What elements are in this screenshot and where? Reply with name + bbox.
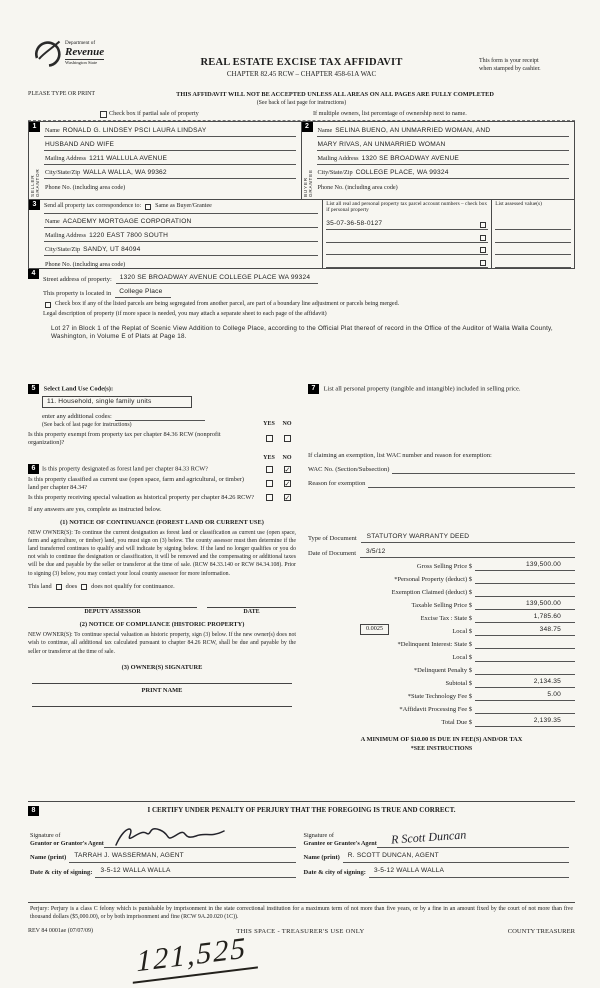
correspondence-phone-label: Phone No. (including area code) (45, 261, 126, 269)
document-date-row (308, 543, 575, 558)
section-1-badge: 1 (29, 122, 40, 132)
send-correspondence-label: Send all property tax correspondence to: (44, 203, 142, 210)
gross-price-label: Gross Selling Price $ (416, 562, 472, 570)
excise-state-label: Excise Tax : State $ (420, 614, 472, 622)
buyer-csz-value[interactable]: COLLEGE PLACE, WA 99324 (355, 168, 449, 176)
tax-row-delinquent-interest-local (308, 649, 575, 662)
land-use-code-value: 11. Household, single family units (47, 397, 152, 405)
forest-land-question (28, 464, 260, 474)
taxable-price-label: Taxable Selling Price $ (411, 601, 472, 609)
delinquent-penalty-value[interactable] (475, 673, 575, 675)
owners-signature-line[interactable] (32, 672, 292, 684)
see-back-note: (See back of last page for instructions) (256, 99, 347, 106)
tech-fee-label: *State Technology Fee $ (407, 692, 472, 700)
located-in-label: This property is located in (43, 289, 112, 297)
assessed-value-blank-4[interactable] (495, 255, 571, 268)
additional-codes-blank[interactable] (115, 413, 205, 421)
parcel-numbers-header: List all real and personal property tax parcel account numbers – check box if personal property (326, 200, 488, 214)
see-back-note-2: (See back of last page for instructions) (42, 421, 132, 428)
notice-continuance-body: NEW OWNER(S): To continue the current designation as forest land or classification as current use (open space, farm and agriculture, or timber) land, you must sign on (3) below. The county assessor must then determine if the land transferred continues to qualify and will indicate by signing below. If the land no longer qualifies or you do not wish to continue the designation or classification, it will be removed and the compensating or additional taxes will be due and payable by the seller or transferor at the time of sale. (RCW 84.33.140 or RCW 84.34.108). Prior to signing (3) below, you may contact your local county assessor for more information. (28, 529, 296, 577)
section-5-badge: 5 (28, 384, 39, 394)
personal-property-checkbox-4[interactable] (480, 260, 486, 266)
buyer-name-row2 (317, 137, 570, 151)
tax-correspondence-section (28, 199, 575, 269)
tax-row-tech-fee (308, 688, 575, 701)
owners-signature-title: (3) OWNER(S) SIGNATURE (121, 663, 203, 671)
current-use-question: Is this property classified as current use (open space, farm and agricultural, or timber) land per chapter 84.34? (28, 476, 244, 491)
street-address-label: Street address of property: (43, 275, 112, 283)
segregated-checkbox[interactable] (45, 302, 51, 308)
handwritten-assessed-value: 121,525 (132, 928, 257, 983)
buyer-csz-label: City/State/Zip (317, 169, 353, 177)
personal-deduct-value[interactable] (475, 582, 575, 584)
total-due-value[interactable]: 2,139.35 (475, 717, 575, 727)
document-type-row (308, 528, 575, 543)
historic-yes-checkbox[interactable] (266, 494, 273, 501)
section-2-badge: 2 (302, 122, 313, 132)
exempt-question-row (28, 431, 296, 447)
minimum-due-note: A MINIMUM OF $10.00 IS DUE IN FEE(S) AND/OR TAX (360, 735, 523, 743)
tax-row-personal-deduct (308, 571, 575, 584)
additional-codes-label: enter any additional codes: (42, 413, 112, 421)
exemption-note: If claiming an exemption, list WAC number and reason for exemption: (308, 451, 492, 459)
land-use-code-box[interactable] (42, 396, 192, 409)
exempt-yes-checkbox[interactable] (266, 435, 273, 442)
partial-sale-row (28, 107, 575, 121)
seller-csz-value[interactable]: WALLA WALLA, WA 99362 (83, 168, 167, 176)
wac-row (308, 460, 575, 474)
grantor-side-word: GRANTOR (35, 168, 41, 197)
grantee-date-value[interactable]: 3-5-12 WALLA WALLA (369, 867, 569, 877)
delinquent-interest-state-label: *Delinquent Interest: State $ (397, 640, 472, 648)
local-rate-box: 0.0025 (360, 624, 389, 635)
processing-fee-value[interactable] (475, 712, 575, 714)
grantor-signature-block (28, 818, 302, 878)
grantor-date-value[interactable]: 3-5-12 WALLA WALLA (95, 867, 295, 877)
historic-no-checkbox[interactable]: ✓ (284, 494, 291, 503)
seller-name-value2[interactable]: HUSBAND AND WIFE (45, 140, 115, 148)
excise-state-value[interactable]: 1,785.60 (475, 613, 575, 623)
notice-compliance-body: NEW OWNER(S): To continue special valuation as historic property, sign (3) below. If the new owner(s) does not wish to continue, all additional tax calculated pursuant to chapter 84.26 RCW, shall be due and payable by the seller or transferor at the time of sale. (28, 632, 296, 655)
correspondence-name-row (44, 214, 318, 228)
notice-continuance-title: (1) NOTICE OF CONTINUANCE (FOREST LAND OR CURRENT USE) (60, 518, 264, 526)
property-location-section (28, 269, 575, 358)
located-in-row (43, 285, 573, 299)
grantor-signature-of-label: Signature of (30, 832, 61, 840)
parties-block (28, 121, 575, 199)
exemption-deduct-value[interactable] (475, 595, 575, 597)
forest-land-question-row (28, 464, 296, 474)
document-type-value[interactable]: STATUTORY WARRANTY DEED (361, 533, 575, 543)
street-address-value[interactable]: 1320 SE BROADWAY AVENUE COLLEGE PLACE WA 99324 (116, 274, 318, 284)
tax-row-delinquent-interest-state (308, 636, 575, 649)
section-6-badge: 6 (28, 464, 39, 474)
reason-label: Reason for exemption (308, 479, 366, 487)
land-use-title: Select Land Use Code(s): (43, 385, 114, 393)
parcel-row-3 (326, 243, 488, 256)
seller-grantor-side-label (30, 135, 40, 197)
delinquent-interest-local-value[interactable] (475, 660, 575, 662)
delinquent-penalty-label: *Delinquent Penalty $ (413, 666, 472, 674)
notice-compliance-title: (2) NOTICE OF COMPLIANCE (HISTORIC PROPERTY) (79, 621, 245, 629)
historic-question: Is this property receiving special valuation as historical property per chapter 84.26 RCW? (28, 493, 255, 501)
dor-logo (32, 38, 104, 68)
buyer-address-value[interactable]: 1320 SE BROADWAY AVENUE (361, 154, 460, 162)
reason-blank[interactable] (368, 480, 575, 488)
land-use-section (28, 384, 296, 447)
seller-csz-row (44, 165, 296, 179)
reason-row (308, 474, 575, 488)
buyer-address-label: Mailing Address (317, 155, 359, 163)
section-4-badge: 4 (28, 269, 39, 279)
legal-description-value[interactable]: Lot 27 in Block 1 of the Replat of Scenic View Addition to College Place, according to the Official Plat thereof of record in the Office of the Auditor of Walla Walla County, Washington, in Volume E of Plats at Page 18. (51, 324, 553, 340)
excise-local-value[interactable]: 348.75 (475, 626, 575, 636)
grantee-agent-label: Grantee or Grantee's Agent (303, 839, 377, 847)
seller-address-label: Mailing Address (45, 155, 87, 163)
partial-sale-label: Check box if partial sale of property (109, 110, 199, 118)
grantee-signature-script: R Scott Duncan (390, 826, 467, 847)
section-7-badge: 7 (308, 384, 319, 394)
print-name-title: PRINT NAME (141, 686, 183, 694)
county-treasurer-label: COUNTY TREASURER (507, 927, 575, 935)
this-land-label: This land (28, 582, 52, 590)
forest-land-question-text: Is this property designated as forest land per chapter 84.33 RCW? (42, 465, 208, 473)
same-as-buyer-checkbox[interactable] (145, 204, 151, 210)
parcel-number-value[interactable]: 35-07-36-58-0127 (326, 220, 383, 228)
personal-property-note: List all personal property (tangible and intangible) included in selling price. (323, 385, 521, 393)
correspondence-name-value[interactable]: ACADEMY MORTGAGE CORPORATION (62, 217, 192, 225)
exempt-no-checkbox[interactable] (284, 435, 291, 442)
logo-state: Washington State (65, 59, 104, 66)
correspondence-phone-row (44, 256, 318, 270)
correspondence-name-label: Name (45, 218, 60, 226)
please-type-or-print: PLEASE TYPE OR PRINT (28, 91, 96, 97)
wac-blank[interactable] (392, 466, 575, 474)
print-name-line[interactable] (32, 695, 292, 707)
assessed-values-header: List assessed value(s) (495, 200, 542, 207)
current-use-no-checkbox[interactable]: ✓ (284, 480, 291, 489)
seller-name-row (44, 123, 296, 137)
logo-dept-of: Department of (65, 40, 96, 47)
section-3-badge: 3 (29, 200, 40, 210)
seller-side-word: SELLER (30, 174, 35, 197)
see-instructions-note: *SEE INSTRUCTIONS (410, 745, 473, 752)
segregated-label: Check box if any of the listed parcels are being segregated from another parcel, are part of a boundary line adjustment or parcels being merged. (55, 301, 400, 308)
grantor-signature-scribble-icon (110, 823, 230, 851)
grantor-signature-area[interactable] (104, 822, 296, 848)
form-chapter: CHAPTER 82.45 RCW – CHAPTER 458-61A WAC (226, 70, 377, 79)
segregated-row (43, 299, 573, 311)
land-designation-section (28, 455, 296, 707)
assessed-value-blank-2[interactable] (495, 230, 571, 243)
deputy-assessor-signature-line[interactable]: DEPUTY ASSESSOR (28, 607, 197, 617)
send-correspondence-row (44, 201, 318, 214)
personal-property-checkbox-1[interactable] (480, 222, 486, 228)
does-label: does (65, 582, 78, 590)
buyer-section (302, 122, 575, 199)
form-title: REAL ESTATE EXCISE TAX AFFIDAVIT (200, 57, 403, 68)
grantee-date-label: Date & city of signing: (303, 869, 366, 877)
grantee-signature-of-label: Signature of (303, 832, 334, 840)
exemption-deduct-label: Exemption Claimed (deduct) $ (391, 588, 472, 596)
street-address-row (43, 271, 573, 285)
continuance-qualify-row (28, 583, 296, 591)
does-not-checkbox[interactable] (81, 584, 87, 590)
personal-deduct-label: *Personal Property (deduct) $ (394, 575, 472, 583)
exempt-question: Is this property exempt from property tax per chapter 84.36 RCW (nonprofit organization)? (28, 430, 221, 446)
personal-property-checkbox-2[interactable] (480, 235, 486, 241)
seller-csz-label: City/State/Zip (45, 169, 81, 177)
correspondence-address-value[interactable]: 1220 EAST 7800 SOUTH (89, 231, 169, 239)
buyer-name-value[interactable]: SELINA BUENO, AN UNMARRIED WOMAN, AND (335, 126, 491, 134)
tax-row-gross (308, 558, 575, 571)
subtotal-value[interactable]: 2,134.35 (475, 678, 575, 688)
receipt-note (479, 58, 575, 73)
receipt-note-line1: This form is your receipt (479, 58, 539, 64)
buyer-phone-label: Phone No. (including area code) (317, 184, 398, 192)
revenue-logo-icon (32, 38, 62, 68)
parcel-row-1 (326, 218, 488, 231)
no-header-2: NO (282, 454, 292, 461)
located-in-value[interactable]: College Place (115, 288, 170, 298)
tax-row-excise-local (308, 623, 575, 636)
correspondence-csz-label: City/State/Zip (45, 246, 81, 254)
taxable-price-value[interactable]: 139,500.00 (475, 600, 575, 610)
additional-codes-row (42, 409, 296, 421)
tax-row-delinquent-penalty (308, 662, 575, 675)
grantor-agent-label: Grantor or Grantor's Agent (30, 839, 104, 847)
historic-question-row (28, 494, 296, 502)
section-8-badge: 8 (28, 806, 39, 816)
grantor-name-print-label: Name (print) (30, 854, 67, 862)
buyer-side-word: BUYER (302, 177, 308, 197)
no-header: NO (282, 421, 292, 428)
assessed-value-blank-3[interactable] (495, 243, 571, 256)
tax-row-exemption-deduct (308, 584, 575, 597)
grantee-signature-block (302, 818, 576, 878)
buyer-name-label: Name (317, 127, 333, 135)
seller-address-row (44, 151, 296, 165)
treasurer-space-label: THIS SPACE - TREASURER'S USE ONLY (236, 927, 365, 935)
does-checkbox[interactable] (56, 584, 62, 590)
tax-row-excise-state (308, 610, 575, 623)
seller-phone-label: Phone No. (including area code) (45, 184, 126, 192)
seller-name-label: Name (45, 127, 60, 135)
personal-property-blank-area[interactable] (308, 394, 575, 452)
logo-revenue: Revenue (65, 45, 105, 58)
subtotal-label: Subtotal $ (445, 679, 472, 687)
seller-name-row2 (44, 137, 296, 151)
buyer-name-value2[interactable]: MARY RIVAS, AN UNMARRIED WOMAN (317, 140, 446, 148)
tax-row-taxable (308, 597, 575, 610)
grantee-name-print-value[interactable]: R. SCOTT DUNCAN, AGENT (343, 852, 569, 862)
total-due-label: Total Due $ (441, 718, 472, 726)
yes-header: YES (263, 421, 275, 428)
if-yes-note: If any answers are yes, complete as instructed below. (28, 505, 162, 513)
tech-fee-value[interactable]: 5.00 (475, 691, 575, 701)
tax-row-processing-fee (308, 701, 575, 714)
delinquent-interest-local-label: Local $ (452, 653, 472, 661)
perjury-statement: Perjury: Perjury is a class C felony which is punishable by imprisonment in the state correctional institution for a maximum term of not more than five years, or by a fine in an amount fixed by the court of not more than five thousand dollars ($5,000.00), or by both imprisonment and fine (RCW 9A.20.020 (1C)). (28, 902, 575, 924)
does-not-label: does not (91, 582, 113, 590)
qualify-label: qualify for continuance. (114, 582, 175, 590)
certification-section (28, 801, 575, 898)
tax-row-subtotal (308, 675, 575, 688)
deputy-date-line[interactable]: DATE (207, 607, 296, 617)
form-header (28, 36, 575, 90)
document-date-label: Date of Document (308, 549, 357, 557)
delinquent-interest-state-value[interactable] (475, 647, 575, 649)
partial-sale-checkbox[interactable] (100, 111, 107, 118)
document-type-label: Type of Document (308, 534, 357, 542)
personal-property-checkbox-3[interactable] (480, 247, 486, 253)
legal-description-label: Legal description of property (if more space is needed, you may attach a separate sheet to each page of the affidavit) (43, 310, 327, 317)
correspondence-address-label: Mailing Address (45, 232, 87, 240)
buyer-name-row (317, 123, 570, 137)
grantee-signature-area[interactable] (377, 822, 569, 848)
buyer-csz-row (317, 165, 570, 179)
assessed-value-blank-1[interactable] (495, 218, 571, 231)
current-use-question-row (28, 476, 296, 492)
buyer-phone-row (317, 179, 570, 193)
current-use-yes-checkbox[interactable] (266, 480, 273, 487)
acceptance-warning: THIS AFFIDAVIT WILL NOT BE ACCEPTED UNLESS ALL AREAS ON ALL PAGES ARE FULLY COMPLETED (176, 91, 494, 98)
receipt-note-line2: when stamped by cashier. (479, 65, 541, 72)
processing-fee-label: *Affidavit Processing Fee $ (399, 705, 472, 713)
seller-address-value[interactable]: 1211 WALLULA AVENUE (89, 154, 168, 162)
correspondence-csz-row (44, 242, 318, 256)
same-as-buyer-label: Same as Buyer/Grantee (155, 203, 212, 210)
tax-row-total-due (308, 714, 575, 727)
grantor-name-print-value[interactable]: TARRAH J. WASSERMAN, AGENT (69, 852, 295, 862)
correspondence-csz-value[interactable]: SANDY, UT 84094 (83, 245, 141, 253)
parcel-row-4 (326, 255, 488, 268)
gross-price-value[interactable]: 139,500.00 (475, 561, 575, 571)
buyer-grantee-side-label (303, 135, 313, 197)
seller-name-value[interactable]: RONALD G. LINDSEY PSCI LAURA LINDSAY (62, 126, 207, 134)
wac-label: WAC No. (Section/Subsection) (308, 465, 390, 473)
document-date-value[interactable]: 3/5/12 (360, 548, 575, 558)
certify-statement: I CERTIFY UNDER PENALTY OF PERJURY THAT THE FOREGOING IS TRUE AND CORRECT. (147, 805, 456, 814)
form-revision-number: REV 84 0001ae (07/07/09) (28, 927, 94, 934)
buyer-address-row (317, 151, 570, 165)
forest-no-checkbox[interactable]: ✓ (284, 465, 291, 474)
multiple-owners-note: If multiple owners, list percentage of ownership next to name. (313, 110, 467, 118)
grantee-name-print-label: Name (print) (303, 854, 340, 862)
seller-phone-row (44, 179, 296, 193)
tax-computation-section (308, 384, 575, 754)
seller-section (29, 122, 302, 199)
yes-header-2: YES (263, 454, 275, 461)
grantee-side-word: GRANTEE (307, 169, 313, 197)
forest-yes-checkbox[interactable] (266, 466, 273, 473)
parcel-row-2 (326, 230, 488, 243)
excise-local-label: Local $ (452, 627, 472, 635)
grantor-date-label: Date & city of signing: (30, 869, 93, 877)
correspondence-address-row (44, 228, 318, 242)
